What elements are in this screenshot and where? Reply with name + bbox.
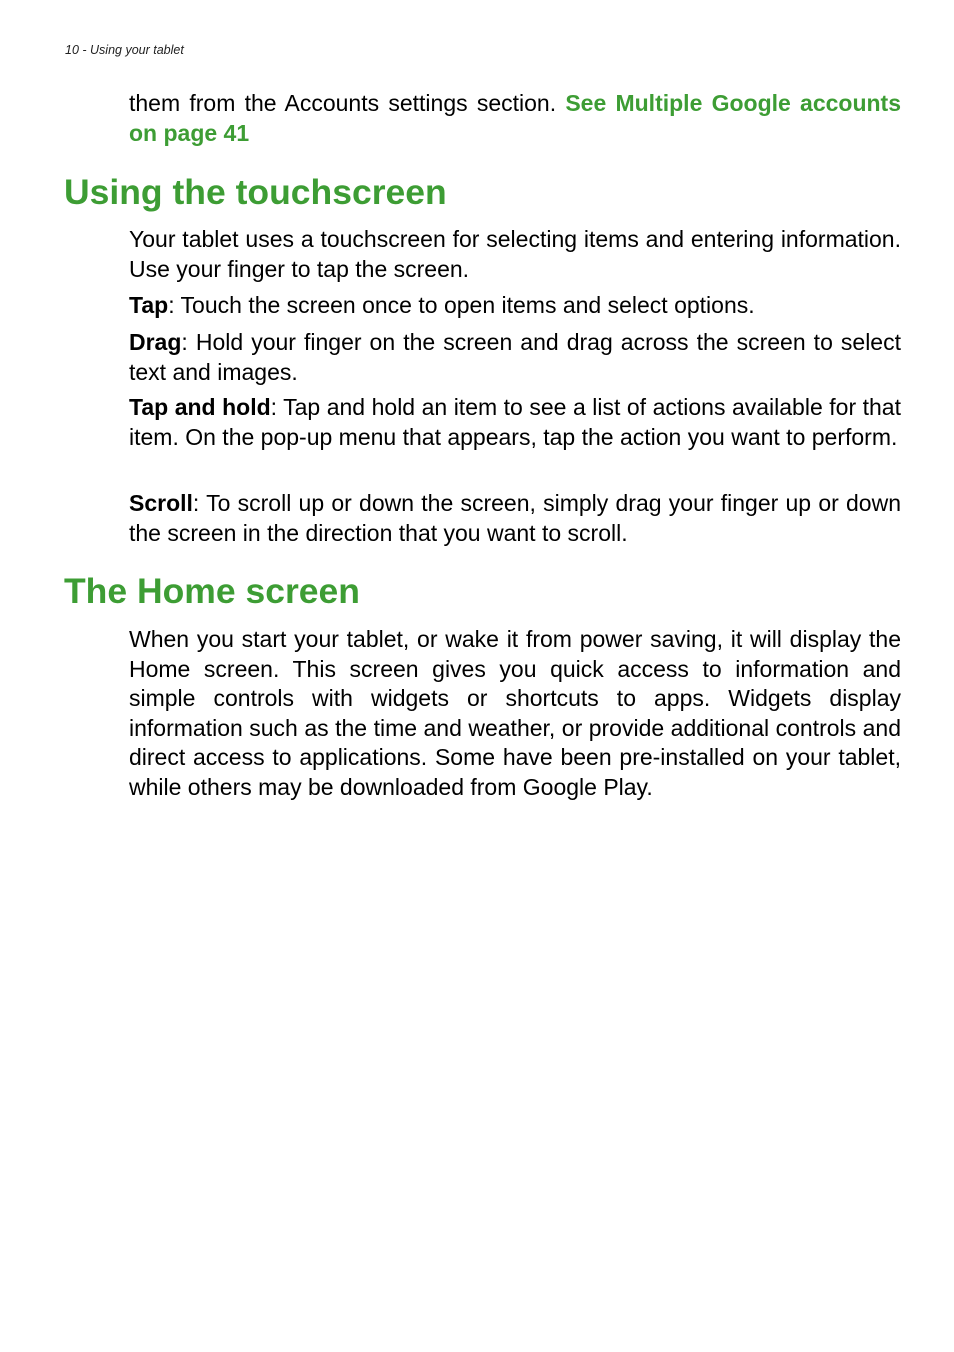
tap-term: Tap — [129, 292, 169, 318]
scroll-paragraph — [129, 489, 901, 548]
drag-description: : Hold your finger on the screen and drag across the screen to select text and images. — [129, 329, 901, 385]
intro-text: them from the Accounts settings section. — [129, 90, 566, 116]
drag-paragraph — [129, 328, 901, 387]
scroll-description: : To scroll up or down the screen, simply drag your finger up or down the screen in the direction that you want to scroll. — [129, 490, 901, 546]
tap-paragraph — [129, 291, 901, 321]
home-screen-heading: The Home screen — [64, 571, 360, 611]
tap-and-hold-term: Tap and hold — [129, 394, 271, 420]
google-accounts-link[interactable]: See Multiple Google accounts on page 41 — [129, 90, 901, 146]
scroll-term: Scroll — [129, 490, 193, 516]
tap-description: : Touch the screen once to open items and select options. — [168, 292, 755, 318]
tap-and-hold-paragraph — [129, 393, 901, 452]
home-screen-paragraph: When you start your tablet, or wake it from power saving, it will display the Home screen. This screen gives you quick access to information and simple controls with widgets or shortcuts to apps. Widgets display information such as the time and weather, or provide additional controls and direct access to applications. Some have been pre-installed on your tablet, while others may be downloaded from Google Play. — [129, 626, 901, 800]
touchscreen-intro: Your tablet uses a touchscreen for selecting items and entering information. Use your finger to tap the screen. — [129, 226, 901, 282]
tap-and-hold-description: : Tap and hold an item to see a list of actions available for that item. On the pop-up menu that appears, tap the action you want to perform. — [129, 394, 901, 450]
intro-paragraph — [129, 89, 901, 148]
drag-term: Drag — [129, 329, 182, 355]
running-header: 10 - Using your tablet — [65, 43, 184, 57]
touchscreen-heading: Using the touchscreen — [64, 172, 447, 212]
